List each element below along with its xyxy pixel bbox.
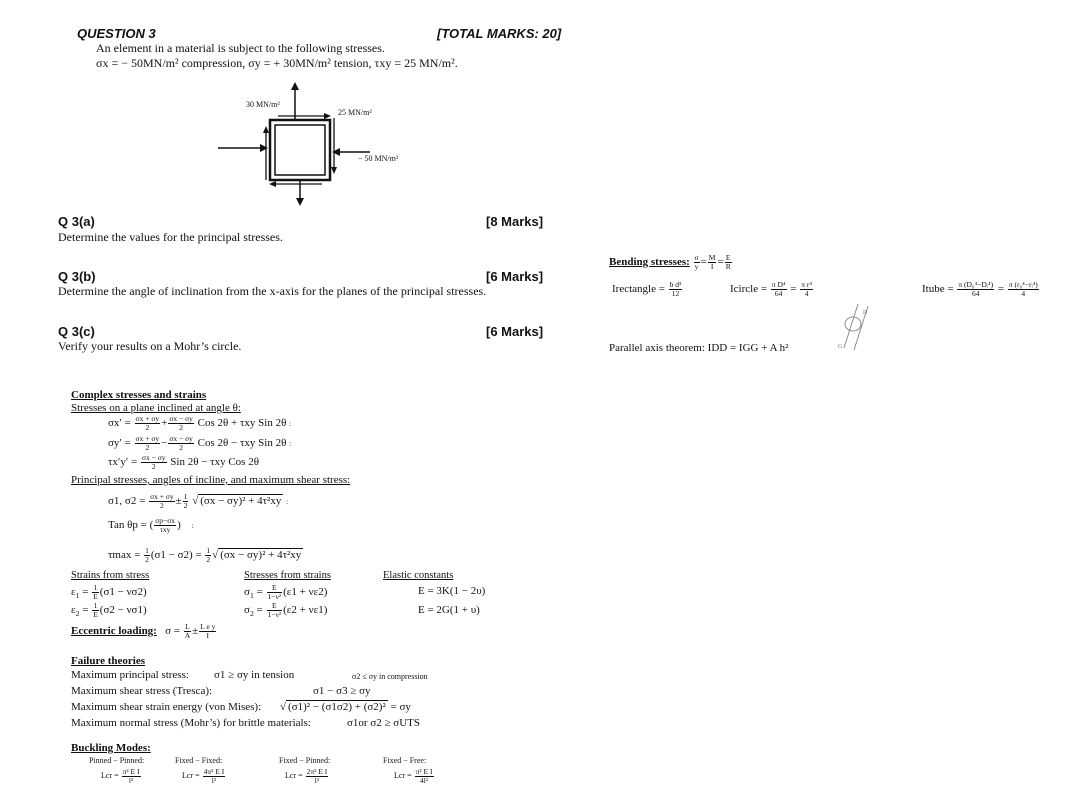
part-b-title: Q 3(b): [58, 269, 96, 284]
part-c-title: Q 3(c): [58, 324, 95, 339]
i-rectangle: Irectangle = $\frac{\text{b d³}}{12}$: [612, 280, 682, 298]
buckling-title: Buckling Modes:: [71, 742, 151, 754]
label-50: − 50 MN/m²: [358, 154, 399, 163]
svg-text:D: D: [863, 310, 868, 316]
strains-title: Strains from stress: [71, 570, 150, 581]
eq-sigma-x: σx′ = $\frac{\sigma x + \sigma y}{2}$ + $\frac{\sigma x - \sigma y}{2}$ Cos 2θ + τxy Sin 2θ :: [108, 414, 292, 432]
eq-e1: $\varepsilon_1$ = $\frac{1}{E}$ (σ1 − νσ2): [71, 583, 147, 601]
eq-e2: $\varepsilon_2$ = $\frac{1}{E}$ (σ2 − νσ1): [71, 601, 147, 619]
failure-1-eq2: σ2 ≤ σy in compression: [352, 672, 428, 681]
failure-4-label: Maximum normal stress (Mohr’s) for brittle materials:: [71, 717, 311, 729]
eq-elastic-2: E = 2G(1 + υ): [418, 604, 480, 616]
eq-elastic-1: E = 3K(1 − 2υ): [418, 585, 486, 597]
failure-3-eq: √ (σ1)² − (σ1σ2) + (σ2)² = σy: [280, 701, 411, 713]
part-a-marks: [8 Marks]: [486, 214, 544, 229]
eq-s2: $\sigma_2$ = $\frac{E}{\text{1−ν²}}$ (ε2 + νε1): [244, 601, 328, 619]
eq-principal: σ1, σ2 = $\frac{\sigma x + \sigma y}{2}$ ± $\frac{1}{2}$ √ (σx − σy)² + 4τ²xy :: [108, 492, 289, 510]
svg-text:G: G: [838, 344, 843, 350]
arrow-right-icon: [260, 144, 268, 152]
eccentric-loading: Eccentric loading: σ = $\frac{L}{A}$ ± $\frac{\text{L e y}}{I}$: [71, 622, 216, 640]
part-a-title: Q 3(a): [58, 214, 95, 229]
inclined-title: Stresses on a plane inclined at angle θ:: [71, 402, 241, 414]
failure-2-eq: σ1 − σ3 ≥ σy: [313, 685, 371, 697]
shear-top-arrow-icon: [324, 113, 331, 119]
failure-4-eq: σ1or σ2 ≥ σUTS: [347, 717, 421, 729]
eq-tau-xy: τx′y′ = $\frac{\sigma x - \sigma y}{2}$ Sin 2θ − τxy Cos 2θ: [108, 453, 259, 471]
buckling-pinned-pinned: Pinned − Pinned:: [89, 756, 145, 765]
buckling-eq-1: Lcr = $\frac{\text{π² E I}}{\text{l²}}$: [101, 767, 140, 785]
stress-element-diagram: [210, 80, 420, 210]
arrow-left-icon: [332, 148, 340, 156]
parallel-axis-sketch: [836, 300, 876, 352]
failure-title: Failure theories: [71, 655, 146, 667]
part-b-marks: [6 Marks]: [486, 269, 544, 284]
shear-right-arrow-icon: [331, 167, 337, 174]
shear-left-arrow-icon: [263, 126, 269, 133]
buckling-fixed-free: Fixed − Free:: [383, 756, 427, 765]
part-b-text: Determine the angle of inclination from the x-axis for the planes of the principal stresses.: [58, 284, 487, 298]
buckling-eq-3: Lcr = $\frac{\text{2π² E I}}{\text{l²}}$: [285, 767, 328, 785]
arrow-down-icon: [296, 198, 304, 206]
part-c-marks: [6 Marks]: [486, 324, 544, 339]
eq-tan-theta: Tan θp = ( σp−σx τxy ) :: [108, 516, 194, 534]
element-outer-square: [270, 120, 330, 180]
buckling-fixed-fixed: Fixed − Fixed:: [175, 756, 223, 765]
failure-1-label: Maximum principal stress:: [71, 669, 189, 681]
i-circle: Icircle = $\frac{\text{π D⁴}}{64}$ = $\frac{\text{π r⁴}}{4}$: [730, 280, 812, 298]
eq-sigma-y: σy′ = $\frac{\sigma x + \sigma y}{2}$ − $\frac{\sigma x - \sigma y}{2}$ Cos 2θ − τxy Sin 2θ :: [108, 434, 292, 452]
i-tube: Itube = $\frac{\text{π (D₀⁴−Dᵢ⁴)}}{64}$ = $\frac{\text{π (r₀⁴−rᵢ⁴)}}{4}$: [922, 280, 1038, 298]
total-marks: [TOTAL MARKS: 20]: [437, 26, 562, 41]
part-c-text: Verify your results on a Mohr’s circle.: [58, 339, 242, 353]
bending-block: Bending stresses: $\frac{\sigma}{y}$ = $\frac{M}{I}$ = $\frac{E}{R}$: [609, 253, 731, 271]
buckling-fixed-pinned: Fixed − Pinned:: [279, 756, 331, 765]
parallel-axis-theorem: Parallel axis theorem: IDD = IGG + A h²: [609, 342, 789, 354]
failure-1-eq: σ1 ≥ σy in tension: [214, 669, 295, 681]
stresses-line: σx = − 50MN/m² compression, σy = + 30MN/m² tension, τxy = 25 MN/m².: [96, 56, 458, 70]
part-a-text: Determine the values for the principal stresses.: [58, 230, 283, 244]
question-title: QUESTION 3: [77, 26, 156, 41]
elastic-title: Elastic constants: [383, 570, 454, 581]
failure-3-label: Maximum shear strain energy (von Mises):: [71, 701, 262, 713]
shear-bottom-arrow-icon: [269, 181, 276, 187]
eq-s1: $\sigma_1$ = $\frac{E}{\text{1−ν²}}$ (ε1 + νε2): [244, 583, 328, 601]
intro-text: An element in a material is subject to the following stresses.: [96, 41, 385, 55]
label-30: 30 MN/m²: [246, 100, 280, 109]
buckling-eq-4: Lcr = $\frac{\text{π² E I}}{\text{4l²}}$: [394, 767, 433, 785]
label-25: 25 MN/m²: [338, 108, 372, 117]
eq-tau-max: τmax = $\frac{1}{2}$ (σ1 − σ2) = $\frac{1}{2}$ √ (σx − σy)² + 4τ²xy: [108, 546, 302, 564]
arrow-up-icon: [291, 82, 299, 90]
element-inner-square: [275, 125, 325, 175]
stresses-title: Stresses from strains: [244, 570, 331, 581]
complex-title: Complex stresses and strains: [71, 389, 207, 401]
principal-title: Principal stresses, angles of incline, and maximum shear stress:: [71, 474, 351, 486]
buckling-eq-2: Lcr = $\frac{\text{4π² E I}}{\text{l²}}$: [182, 767, 225, 785]
bending-title: Bending stresses:: [609, 255, 690, 268]
failure-2-label: Maximum shear stress (Tresca):: [71, 685, 213, 697]
